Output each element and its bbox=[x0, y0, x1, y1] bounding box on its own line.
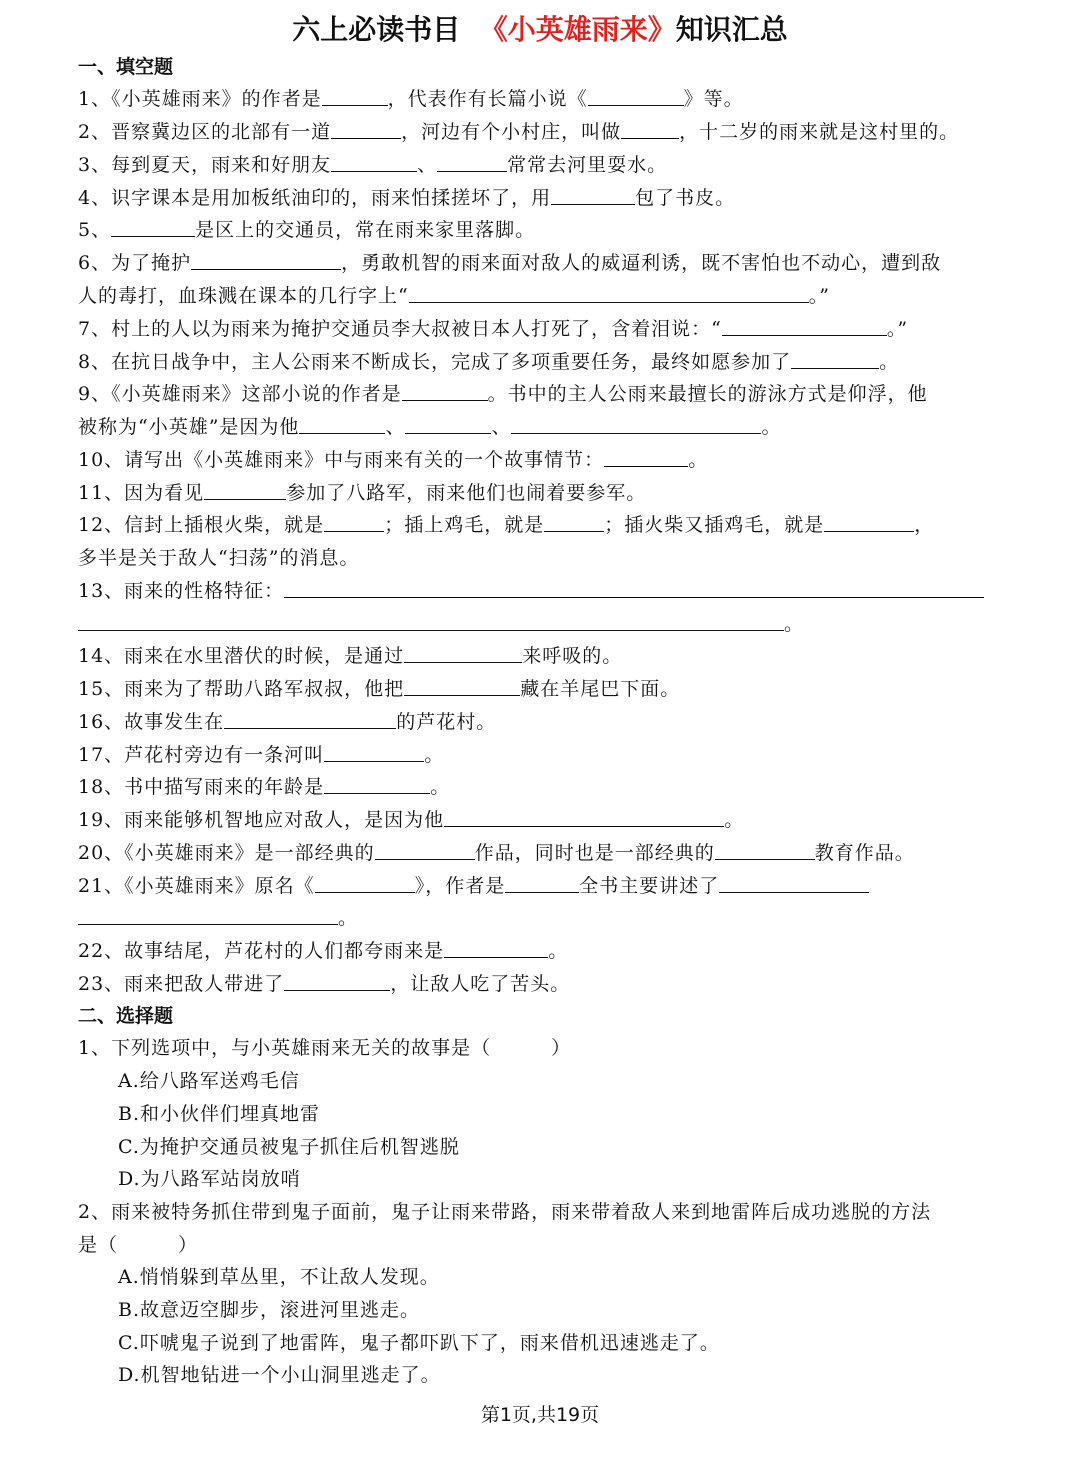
question-line bbox=[78, 971, 570, 997]
question-text: 包了书皮。 bbox=[635, 187, 736, 209]
answer-blank[interactable] bbox=[437, 153, 507, 172]
question-text: 18、书中描写雨来的年龄是 bbox=[78, 776, 325, 798]
question-text: 5、 bbox=[78, 219, 112, 241]
choice-option[interactable]: C.吓唬鬼子说到了地雷阵，鬼子都吓趴下了，雨来借机迅速逃走了。 bbox=[118, 1332, 720, 1354]
question-text: 作品，同时也是一部经典的 bbox=[474, 842, 715, 864]
question-line bbox=[78, 938, 568, 964]
page-title bbox=[0, 12, 1080, 48]
answer-blank[interactable] bbox=[544, 513, 604, 532]
question-text: 、 bbox=[385, 416, 406, 438]
title-book-name: 《小英雄雨来》 bbox=[479, 13, 676, 46]
answer-blank[interactable] bbox=[284, 972, 390, 991]
question-text: 》等。 bbox=[683, 88, 744, 110]
question-text: 教育作品。 bbox=[814, 842, 915, 864]
question-text: 19、雨来能够机智地应对敌人，是因为他 bbox=[78, 809, 445, 831]
question-line bbox=[78, 381, 928, 407]
answer-blank[interactable] bbox=[78, 612, 784, 631]
section-heading-choice: 二、选择题 bbox=[78, 1005, 174, 1027]
answer-blank[interactable] bbox=[444, 808, 724, 827]
question-text: 、 bbox=[417, 154, 438, 176]
question-text: 常常去河里耍水。 bbox=[507, 154, 668, 176]
question-text: 。 bbox=[879, 351, 900, 373]
answer-blank[interactable] bbox=[324, 513, 384, 532]
question-text: 。 bbox=[784, 613, 805, 635]
answer-blank[interactable] bbox=[715, 841, 815, 860]
answer-blank[interactable] bbox=[331, 120, 401, 139]
answer-blank[interactable] bbox=[331, 153, 417, 172]
question-line bbox=[78, 643, 622, 669]
question-text: 1、《小英雄雨来》的作者是 bbox=[78, 88, 322, 110]
question-line bbox=[78, 709, 496, 735]
question-text: 22、故事结尾，芦花村的人们都夸雨来是 bbox=[78, 940, 445, 962]
question-text: 。” bbox=[886, 318, 909, 340]
choice-option[interactable]: D.为八路军站岗放哨 bbox=[118, 1168, 301, 1190]
question-text: 17、芦花村旁边有一条河叫 bbox=[78, 744, 325, 766]
answer-blank[interactable] bbox=[324, 775, 430, 794]
answer-blank[interactable] bbox=[511, 415, 761, 434]
answer-blank[interactable] bbox=[315, 874, 415, 893]
question-line bbox=[78, 349, 899, 375]
answer-blank[interactable] bbox=[204, 481, 286, 500]
question-line bbox=[78, 512, 934, 538]
answer-blank[interactable] bbox=[324, 743, 424, 762]
question-line bbox=[78, 250, 941, 276]
question-text: 16、故事发生在 bbox=[78, 711, 225, 733]
question-text: 。 bbox=[688, 449, 709, 471]
question-stem: 2、雨来被特务抓住带到鬼子面前，鬼子让雨来带路，雨来带着敌人来到地雷阵后成功逃脱的方法 bbox=[78, 1201, 932, 1223]
question-stem: 是（ ） bbox=[78, 1234, 199, 1256]
section-heading-fill-in: 一、填空题 bbox=[78, 56, 174, 78]
question-text: ；插上鸡毛，就是 bbox=[384, 514, 545, 536]
title-prefix: 六上必读书目 bbox=[292, 13, 461, 46]
question-line bbox=[78, 774, 450, 800]
answer-blank[interactable] bbox=[191, 251, 341, 270]
answer-blank[interactable] bbox=[405, 415, 491, 434]
answer-blank[interactable] bbox=[299, 415, 385, 434]
title-suffix: 知识汇总 bbox=[675, 13, 788, 46]
answer-blank[interactable] bbox=[791, 350, 879, 369]
question-text: ，勇敢机智的雨来面对敌人的威逼利诱，既不害怕也不动心，遭到敌 bbox=[341, 252, 942, 274]
answer-blank[interactable] bbox=[824, 513, 914, 532]
question-stem: 1、下列选项中，与小英雄雨来无关的故事是（ ） bbox=[78, 1037, 572, 1059]
question-line bbox=[78, 316, 908, 342]
answer-blank[interactable] bbox=[402, 382, 488, 401]
choice-option[interactable]: A.给八路军送鸡毛信 bbox=[118, 1070, 300, 1092]
question-text: 全书主要讲述了 bbox=[579, 875, 720, 897]
question-text: 13、雨来的性格特征： bbox=[78, 580, 285, 602]
answer-blank[interactable] bbox=[621, 120, 679, 139]
question-text: ，十二岁的雨来就是这村里的。 bbox=[679, 121, 960, 143]
question-text: 是区上的交通员，常在雨来家里落脚。 bbox=[195, 219, 536, 241]
question-line bbox=[78, 545, 359, 571]
question-text: ，河边有个小村庄，叫做 bbox=[401, 121, 622, 143]
question-text: 。” bbox=[808, 285, 830, 307]
question-line bbox=[78, 905, 358, 931]
question-text: 21、《小英雄雨来》原名《 bbox=[78, 875, 315, 897]
question-text: 。 bbox=[548, 940, 569, 962]
answer-blank[interactable] bbox=[322, 87, 388, 106]
question-text: ， bbox=[914, 514, 935, 536]
question-text: 4、识字课本是用加板纸油印的，雨来怕揉搓坏了，用 bbox=[78, 187, 552, 209]
question-line bbox=[78, 152, 667, 178]
answer-blank[interactable] bbox=[604, 448, 688, 467]
question-text: 》，作者是 bbox=[414, 875, 506, 897]
question-line bbox=[78, 185, 735, 211]
question-text: 参加了八路军，雨来他们也闹着要参军。 bbox=[286, 482, 647, 504]
question-text: 12、信封上插根火柴，就是 bbox=[78, 514, 325, 536]
question-text: 20、《小英雄雨来》是一部经典的 bbox=[78, 842, 375, 864]
question-line bbox=[78, 742, 444, 768]
answer-blank[interactable] bbox=[111, 218, 195, 237]
question-line bbox=[78, 217, 535, 243]
question-line bbox=[78, 873, 869, 899]
answer-blank[interactable] bbox=[719, 874, 869, 893]
question-text: ，代表作有长篇小说《 bbox=[387, 88, 588, 110]
question-text: 被称为“小英雄”是因为他 bbox=[78, 416, 300, 438]
question-text: 来呼吸的。 bbox=[522, 645, 623, 667]
question-text: 。 bbox=[724, 809, 745, 831]
answer-blank[interactable] bbox=[409, 284, 809, 303]
choice-option[interactable]: B.和小伙伴们埋真地雷 bbox=[118, 1103, 321, 1125]
question-text: 3、每到夏天，雨来和好朋友 bbox=[78, 154, 332, 176]
page-footer: 第1页,共19页 bbox=[480, 1404, 600, 1426]
question-line bbox=[78, 578, 984, 604]
question-text: 、 bbox=[491, 416, 512, 438]
question-text: 9、《小英雄雨来》这部小说的作者是 bbox=[78, 383, 402, 405]
answer-blank[interactable] bbox=[505, 874, 579, 893]
answer-blank[interactable] bbox=[224, 710, 396, 729]
choice-option[interactable]: A.悄悄躲到草丛里，不让敌人发现。 bbox=[118, 1266, 440, 1288]
question-line bbox=[78, 676, 680, 702]
question-line bbox=[78, 283, 830, 309]
question-text: 藏在羊尾巴下面。 bbox=[520, 678, 681, 700]
question-text: 15、雨来为了帮助八路军叔叔，他把 bbox=[78, 678, 405, 700]
question-text: 10、请写出《小英雄雨来》中与雨来有关的一个故事情节： bbox=[78, 449, 605, 471]
question-line bbox=[78, 119, 959, 145]
question-text: 的芦花村。 bbox=[396, 711, 497, 733]
answer-blank[interactable] bbox=[78, 906, 338, 925]
answer-blank[interactable] bbox=[444, 939, 548, 958]
answer-blank[interactable] bbox=[284, 579, 984, 598]
question-text: 。 bbox=[761, 416, 782, 438]
question-text: 8、在抗日战争中，主人公雨来不断成长，完成了多项重要任务，最终如愿参加了 bbox=[78, 351, 792, 373]
question-text: 11、因为看见 bbox=[78, 482, 205, 504]
question-text: 14、雨来在水里潜伏的时候，是通过 bbox=[78, 645, 405, 667]
question-text: 23、雨来把敌人带进了 bbox=[78, 973, 285, 995]
question-text: 6、为了掩护 bbox=[78, 252, 192, 274]
question-line bbox=[78, 414, 781, 440]
answer-blank[interactable] bbox=[588, 87, 684, 106]
question-text: 人的毒打，血珠溅在课本的几行字上“ bbox=[78, 285, 409, 307]
answer-blank[interactable] bbox=[551, 186, 635, 205]
choice-option[interactable]: B.故意迈空脚步，滚进河里逃走。 bbox=[118, 1299, 421, 1321]
question-text: 2、晋察冀边区的北部有一道 bbox=[78, 121, 332, 143]
answer-blank[interactable] bbox=[404, 677, 520, 696]
question-line bbox=[78, 480, 646, 506]
question-line bbox=[78, 447, 708, 473]
question-text: 7、村上的人以为雨来为掩护交通员李大叔被日本人打死了，含着泪说：“ bbox=[78, 318, 722, 340]
question-text: ，让敌人吃了苦头。 bbox=[390, 973, 571, 995]
question-text: 多半是关于敌人“扫荡”的消息。 bbox=[78, 547, 360, 569]
answer-blank[interactable] bbox=[375, 841, 475, 860]
choice-option[interactable]: C.为掩护交通员被鬼子抓住后机智逃脱 bbox=[118, 1136, 460, 1158]
question-text: 。 bbox=[430, 776, 451, 798]
question-line bbox=[78, 840, 915, 866]
answer-blank[interactable] bbox=[404, 644, 522, 663]
answer-blank[interactable] bbox=[722, 317, 887, 336]
choice-option[interactable]: D.机智地钻进一个小山洞里逃走了。 bbox=[118, 1364, 441, 1386]
question-line bbox=[78, 807, 744, 833]
question-line bbox=[78, 611, 804, 637]
question-text: ；插火柴又插鸡毛，就是 bbox=[604, 514, 825, 536]
question-text: 。 bbox=[338, 907, 359, 929]
question-line bbox=[78, 86, 744, 112]
question-text: 。 bbox=[424, 744, 445, 766]
question-text: 。书中的主人公雨来最擅长的游泳方式是仰浮，他 bbox=[487, 383, 928, 405]
